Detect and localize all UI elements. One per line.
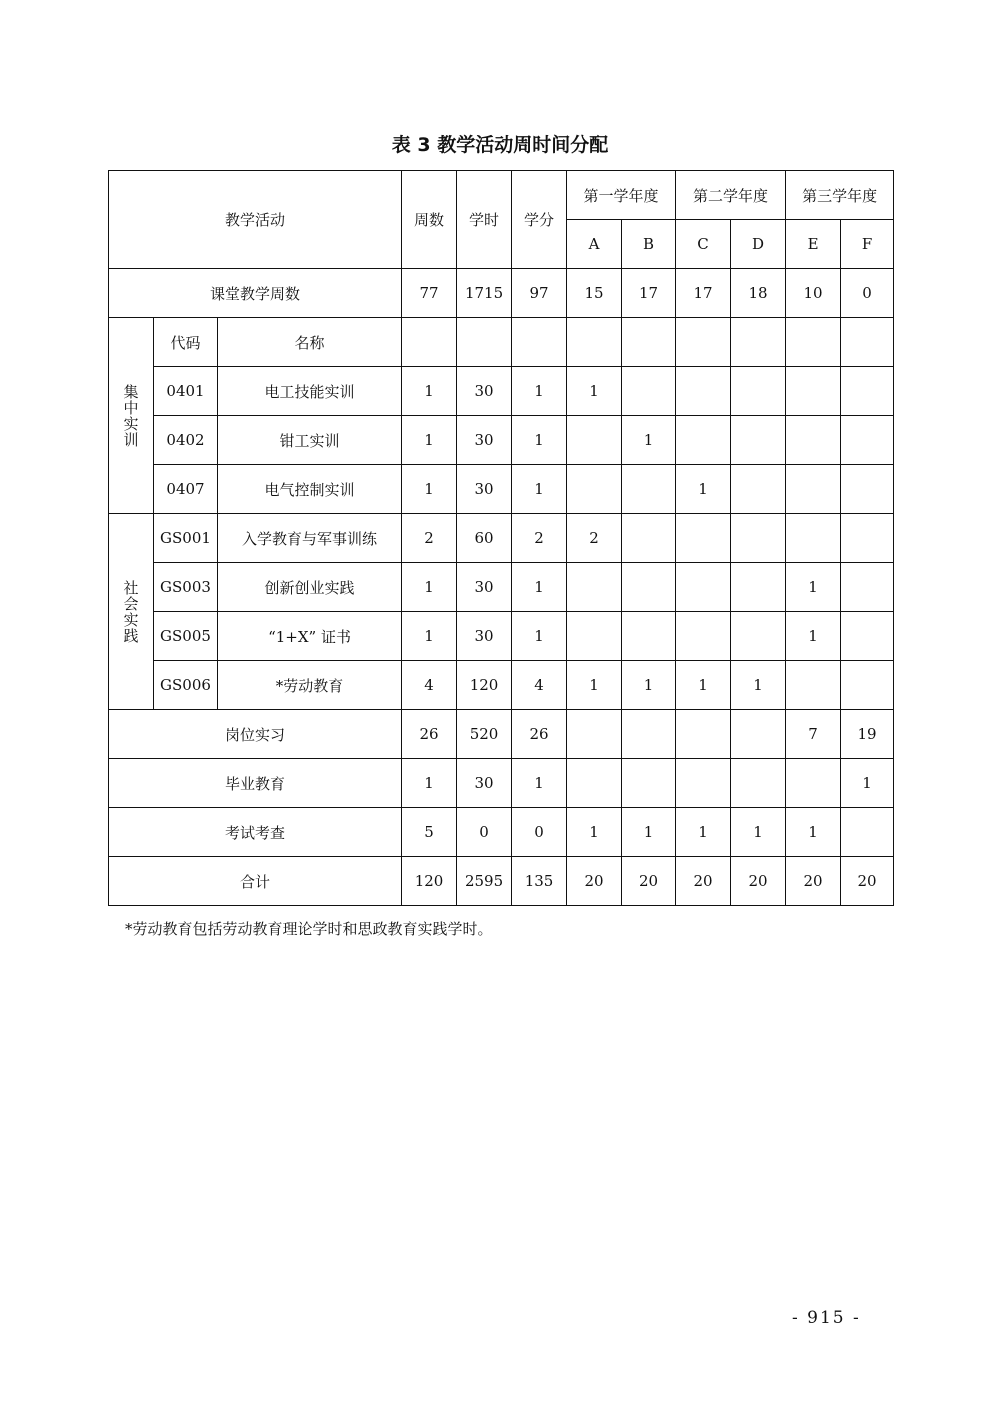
group-label: 集中实训 xyxy=(121,383,140,448)
hours-cell: 30 xyxy=(457,612,512,661)
footnote: *劳动教育包括劳动教育理论学时和思政教育实践学时。 xyxy=(125,920,493,938)
weeks-cell: 120 xyxy=(402,857,457,906)
page-number: - 915 - xyxy=(792,1308,861,1328)
term-cell: 18 xyxy=(731,269,786,318)
weeks-cell: 1 xyxy=(402,465,457,514)
code-cell: GS001 xyxy=(154,514,218,563)
term-cell xyxy=(731,563,786,612)
credits-cell: 1 xyxy=(512,563,567,612)
credits-cell: 97 xyxy=(512,269,567,318)
term-cell xyxy=(841,416,894,465)
term-cell xyxy=(622,465,676,514)
weeks-cell: 1 xyxy=(402,759,457,808)
code-cell: GS006 xyxy=(154,661,218,710)
empty-cell xyxy=(512,318,567,367)
term-cell xyxy=(841,514,894,563)
code-cell: GS005 xyxy=(154,612,218,661)
table-row xyxy=(109,514,894,563)
code-cell: GS003 xyxy=(154,563,218,612)
term-cell xyxy=(731,612,786,661)
row-label: 岗位实习 xyxy=(109,710,402,759)
term-cell: 2 xyxy=(567,514,622,563)
term-cell xyxy=(786,759,841,808)
row-label: 考试考查 xyxy=(109,808,402,857)
table-row xyxy=(109,367,894,416)
code-cell: 0402 xyxy=(154,416,218,465)
name-cell: *劳动教育 xyxy=(218,661,402,710)
weeks-cell: 5 xyxy=(402,808,457,857)
credits-cell: 1 xyxy=(512,416,567,465)
term-cell xyxy=(731,465,786,514)
term-cell xyxy=(676,367,731,416)
term-cell xyxy=(567,416,622,465)
empty-cell xyxy=(567,318,622,367)
credits-cell: 1 xyxy=(512,612,567,661)
schedule-table xyxy=(108,170,894,906)
credits-cell: 1 xyxy=(512,367,567,416)
group-label: 社会实践 xyxy=(121,579,140,644)
term-cell xyxy=(731,710,786,759)
credits-cell: 0 xyxy=(512,808,567,857)
name-cell: 创新创业实践 xyxy=(218,563,402,612)
name-cell: 电工技能实训 xyxy=(218,367,402,416)
credits-cell: 2 xyxy=(512,514,567,563)
table-row xyxy=(109,857,894,906)
row-label: 毕业教育 xyxy=(109,759,402,808)
term-cell: 1 xyxy=(676,808,731,857)
term-cell xyxy=(622,612,676,661)
header-activity: 教学活动 xyxy=(109,171,402,269)
term-cell: 1 xyxy=(567,661,622,710)
term-cell xyxy=(786,514,841,563)
header-term: F xyxy=(841,220,894,269)
table-row xyxy=(109,465,894,514)
term-cell xyxy=(786,416,841,465)
term-cell: 17 xyxy=(676,269,731,318)
term-cell: 20 xyxy=(622,857,676,906)
hours-cell: 120 xyxy=(457,661,512,710)
header-weeks: 周数 xyxy=(402,171,457,269)
term-cell: 10 xyxy=(786,269,841,318)
weeks-cell: 77 xyxy=(402,269,457,318)
weeks-cell: 1 xyxy=(402,612,457,661)
term-cell: 1 xyxy=(786,612,841,661)
weeks-cell: 4 xyxy=(402,661,457,710)
term-cell: 20 xyxy=(567,857,622,906)
term-cell xyxy=(676,563,731,612)
term-cell xyxy=(841,563,894,612)
term-cell xyxy=(622,514,676,563)
table-row xyxy=(109,612,894,661)
term-cell: 7 xyxy=(786,710,841,759)
table-title: 表 3 教学活动周时间分配 xyxy=(391,134,609,156)
term-cell xyxy=(676,759,731,808)
header-year-1: 第一学年度 xyxy=(567,171,676,220)
empty-cell xyxy=(622,318,676,367)
term-cell xyxy=(841,465,894,514)
term-cell xyxy=(786,367,841,416)
term-cell xyxy=(731,759,786,808)
hours-cell: 30 xyxy=(457,759,512,808)
term-cell xyxy=(622,563,676,612)
term-cell xyxy=(567,612,622,661)
hours-cell: 30 xyxy=(457,367,512,416)
term-cell xyxy=(676,710,731,759)
weeks-cell: 1 xyxy=(402,416,457,465)
term-cell: 1 xyxy=(731,808,786,857)
table-row xyxy=(109,808,894,857)
header-year-3: 第三学年度 xyxy=(786,171,894,220)
term-cell: 1 xyxy=(676,465,731,514)
term-cell: 1 xyxy=(841,759,894,808)
term-cell: 1 xyxy=(786,808,841,857)
credits-cell: 26 xyxy=(512,710,567,759)
table-row xyxy=(109,318,894,367)
header-code: 代码 xyxy=(154,318,218,367)
term-cell: 20 xyxy=(731,857,786,906)
table-row xyxy=(109,563,894,612)
header-year-2: 第二学年度 xyxy=(676,171,786,220)
header-hours: 学时 xyxy=(457,171,512,269)
hours-cell: 520 xyxy=(457,710,512,759)
table-body xyxy=(109,171,894,906)
term-cell: 20 xyxy=(841,857,894,906)
term-cell: 1 xyxy=(567,367,622,416)
term-cell xyxy=(622,710,676,759)
row-label: 合计 xyxy=(109,857,402,906)
header-name: 名称 xyxy=(218,318,402,367)
term-cell: 20 xyxy=(676,857,731,906)
term-cell xyxy=(731,367,786,416)
credits-cell: 4 xyxy=(512,661,567,710)
header-term: E xyxy=(786,220,841,269)
name-cell: 入学教育与军事训练 xyxy=(218,514,402,563)
term-cell: 19 xyxy=(841,710,894,759)
name-cell: 电气控制实训 xyxy=(218,465,402,514)
term-cell: 17 xyxy=(622,269,676,318)
weeks-cell: 2 xyxy=(402,514,457,563)
term-cell xyxy=(567,465,622,514)
empty-cell xyxy=(841,318,894,367)
term-cell xyxy=(676,612,731,661)
row-label: 课堂教学周数 xyxy=(109,269,402,318)
hours-cell: 60 xyxy=(457,514,512,563)
term-cell xyxy=(676,416,731,465)
term-cell: 1 xyxy=(622,416,676,465)
table-row xyxy=(109,661,894,710)
term-cell xyxy=(622,367,676,416)
empty-cell xyxy=(457,318,512,367)
term-cell: 0 xyxy=(841,269,894,318)
hours-cell: 30 xyxy=(457,416,512,465)
term-cell xyxy=(786,661,841,710)
term-cell xyxy=(731,514,786,563)
credits-cell: 135 xyxy=(512,857,567,906)
table-row xyxy=(109,710,894,759)
name-cell: 钳工实训 xyxy=(218,416,402,465)
term-cell xyxy=(567,759,622,808)
empty-cell xyxy=(676,318,731,367)
header-term: A xyxy=(567,220,622,269)
hours-cell: 30 xyxy=(457,563,512,612)
term-cell: 15 xyxy=(567,269,622,318)
code-cell: 0407 xyxy=(154,465,218,514)
term-cell: 1 xyxy=(786,563,841,612)
hours-cell: 2595 xyxy=(457,857,512,906)
group-label-cell xyxy=(109,514,154,710)
empty-cell xyxy=(731,318,786,367)
term-cell: 1 xyxy=(731,661,786,710)
empty-cell xyxy=(786,318,841,367)
table-row xyxy=(109,416,894,465)
weeks-cell: 26 xyxy=(402,710,457,759)
table-row xyxy=(109,759,894,808)
term-cell: 1 xyxy=(622,808,676,857)
header-term: D xyxy=(731,220,786,269)
table-row xyxy=(109,269,894,318)
empty-cell xyxy=(402,318,457,367)
hours-cell: 0 xyxy=(457,808,512,857)
term-cell: 1 xyxy=(567,808,622,857)
weeks-cell: 1 xyxy=(402,563,457,612)
hours-cell: 1715 xyxy=(457,269,512,318)
term-cell: 1 xyxy=(622,661,676,710)
term-cell xyxy=(567,563,622,612)
credits-cell: 1 xyxy=(512,759,567,808)
term-cell xyxy=(676,514,731,563)
credits-cell: 1 xyxy=(512,465,567,514)
name-cell: “1+X” 证书 xyxy=(218,612,402,661)
term-cell xyxy=(841,612,894,661)
hours-cell: 30 xyxy=(457,465,512,514)
header-term: B xyxy=(622,220,676,269)
weeks-cell: 1 xyxy=(402,367,457,416)
term-cell xyxy=(841,808,894,857)
term-cell xyxy=(622,759,676,808)
header-credits: 学分 xyxy=(512,171,567,269)
group-label-cell xyxy=(109,318,154,514)
header-term: C xyxy=(676,220,731,269)
code-cell: 0401 xyxy=(154,367,218,416)
term-cell xyxy=(841,661,894,710)
term-cell: 20 xyxy=(786,857,841,906)
term-cell xyxy=(786,465,841,514)
term-cell: 1 xyxy=(676,661,731,710)
term-cell xyxy=(841,367,894,416)
term-cell xyxy=(567,710,622,759)
term-cell xyxy=(731,416,786,465)
